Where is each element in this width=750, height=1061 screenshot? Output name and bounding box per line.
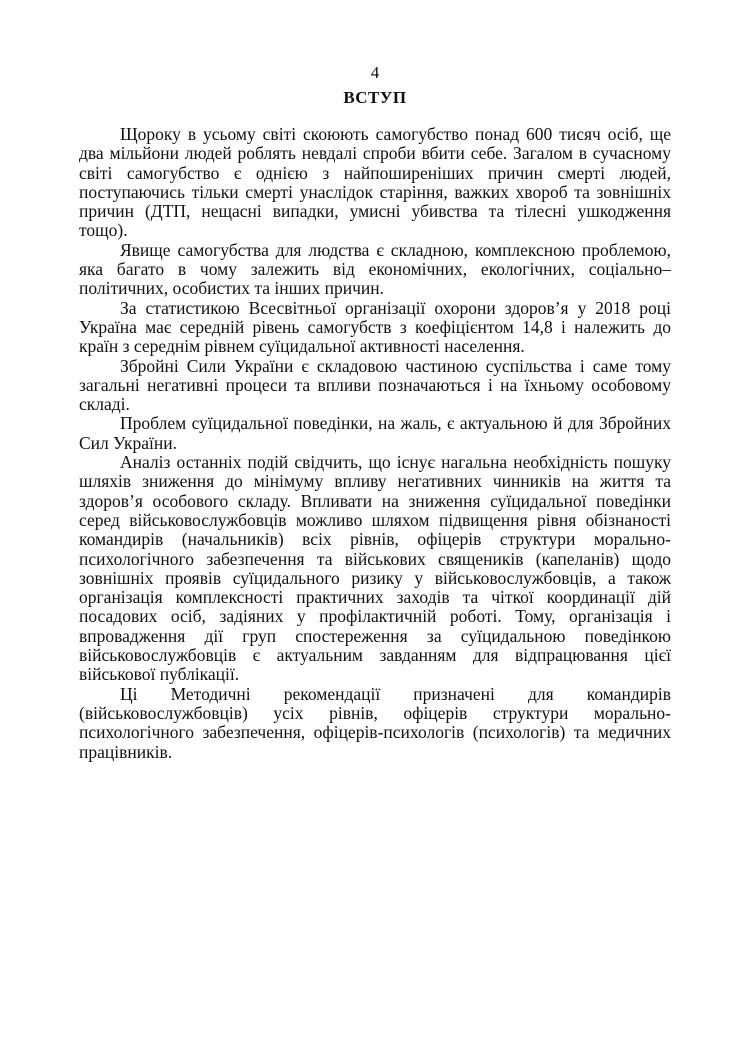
section-heading: ВСТУП: [343, 88, 407, 107]
paragraph-7: Ці Методичні рекомендації призначені для командирів (військовослужбовців) усіх рівнів, офіцерів структури морально-психологічного забезпечення, офіцерів-психологів (психологів) та медичних працівників.: [79, 683, 671, 762]
page-number: 4: [370, 63, 380, 82]
paragraph-1: Щороку в усьому світі скоюють самогубство понад 600 тисяч осіб, ще два мільйони людей роблять невдалі спроби вбити себе. Загалом в сучасному світі самогубство є однією з найпоширеніших причин смерті людей, поступаючись тільки смерті унаслідок старіння, важких хвороб та зовнішніх причин (ДТП, нещасні випадки, умисні убивства та тілесні ушкодження тощо).: [79, 124, 671, 241]
body-text: [79, 125, 671, 762]
paragraph-6: Аналіз останніх подій свідчить, що існує нагальна необхідність пошуку шляхів зниження до мінімуму впливу негативних чинників на життя та здоров’я особового складу. Впливати на зниження суїцидальної поведінки серед військовослужбовців можливо шляхом підвищення рівня обізнаності командирів (начальників) всіх рівнів, офіцерів структури морально-психологічного забезпечення та військових священиків (капеланів) щодо зовнішніх проявів суїцидального ризику у військовослужбовців, а також організація комплексності практичних заходів та чіткої координації дій посадових осіб, задіяних у профілактичній роботі. Тому, організація і впровадження дії груп спостереження за суїцидальною поведінкою військовослужбовців є актуальним завданням для відпрацювання цієї військової публікації.: [79, 452, 671, 685]
paragraph-4: Збройні Сили України є складовою частиною суспільства і саме тому загальні негативні процеси та впливи позначаються і на їхньому особовому складі.: [79, 355, 671, 415]
paragraph-2: Явище самогубства для людства є складною, комплексною проблемою, яка багато в чому залежить від економічних, екологічних, соціально–політичних, особистих та інших причин.: [79, 239, 671, 299]
paragraph-5: Проблем суїцидальної поведінки, на жаль, є актуальною й для Збройних Сил України.: [79, 413, 671, 453]
paragraph-3: За статистикою Всесвітньої організації охорони здоров’я у 2018 році Україна має середній рівень самогубств з коефіцієнтом 14,8 і належить до країн з середнім рівнем суїцидальної активності населення.: [79, 297, 671, 357]
